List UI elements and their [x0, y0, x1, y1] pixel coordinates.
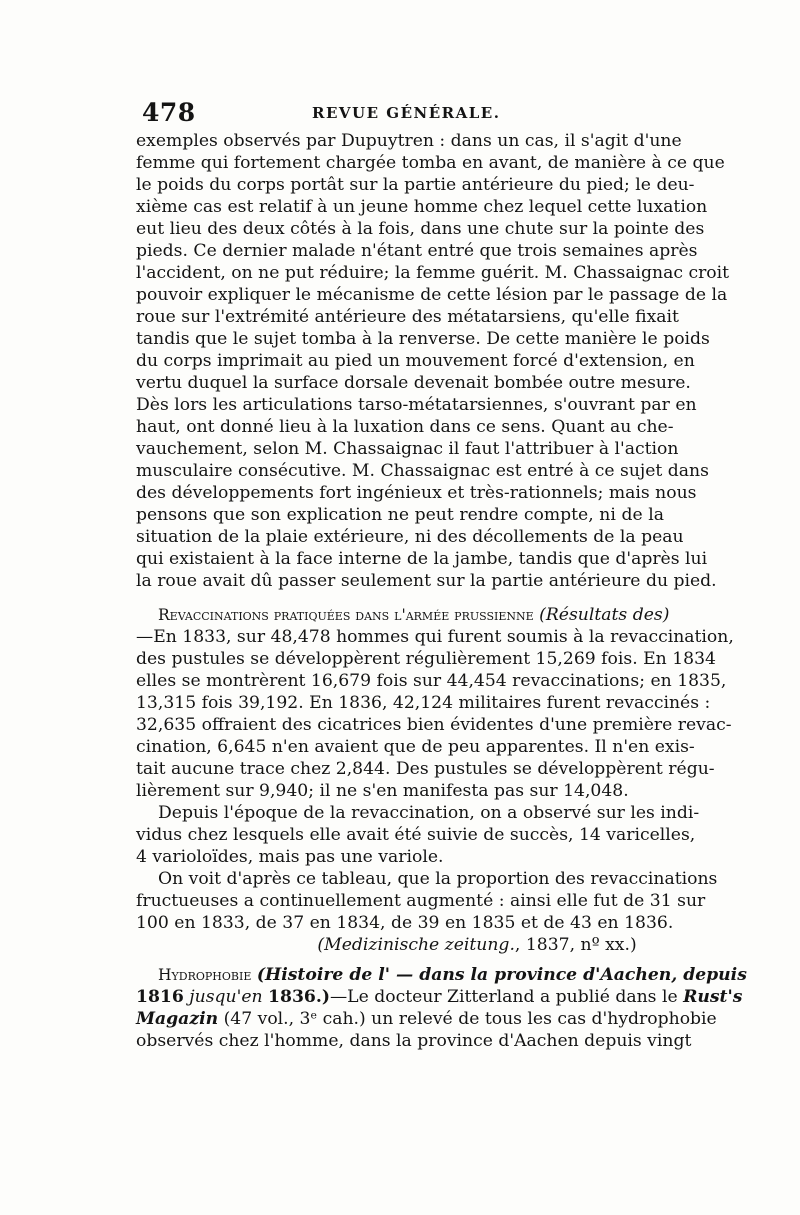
text-line: pensons que son explication ne peut rendre compte, ni de la	[136, 505, 664, 525]
citation-detail: , 1837, nº xx.)	[514, 935, 637, 955]
text-line: tait aucune trace chez 2,844. Des pustules se développèrent régu-	[136, 759, 715, 779]
text-line: elles se montrèrent 16,679 fois sur 44,454 revaccinations; en 1835,	[136, 671, 727, 691]
text-line: qui existaient à la face interne de la jambe, tandis que d'après lui	[136, 549, 708, 569]
text-line: lièrement sur 9,940; il ne s'en manifesta pas sur 14,048.	[136, 781, 629, 801]
text-line: femme qui fortement chargée tomba en avant, de manière à ce que	[136, 153, 725, 173]
year-end: 1836.)	[268, 987, 330, 1007]
text-line: roue sur l'extrémité antérieure des métatarsiens, qu'elle fixait	[136, 307, 679, 327]
text-line: —En 1833, sur 48,478 hommes qui furent soumis à la revaccination,	[136, 627, 734, 647]
text-line: l'accident, on ne put réduire; la femme guérit. M. Chassaignac croit	[136, 263, 730, 283]
section-gap	[136, 592, 664, 604]
text-line: 32,635 offraient des cicatrices bien évidentes d'une première revac-	[136, 715, 732, 735]
text-line: le poids du corps portât sur la partie antérieure du pied; le deu-	[136, 175, 695, 195]
section-heading-italic: (Résultats des)	[539, 605, 670, 625]
text-line: tandis que le sujet tomba à la renverse. De cette manière le poids	[136, 329, 710, 349]
text-line: cination, 6,645 n'en avaient que de peu apparentes. Il n'en exis-	[136, 737, 695, 757]
text-line: Depuis l'époque de la revaccination, on a observé sur les indi-	[158, 803, 700, 823]
connector-text: jusqu'en	[183, 987, 269, 1007]
text-line: du corps imprimait au pied un mouvement forcé d'extension, en	[136, 351, 695, 371]
text-line: 4 varioloïdes, mais pas une variole.	[136, 847, 444, 867]
text-line: musculaire consécutive. M. Chassaignac est entré à ce sujet dans	[136, 461, 709, 481]
section-heading-italic: (Histoire de l' — dans la province d'Aachen, depuis	[256, 965, 747, 985]
text-line	[136, 1008, 717, 1030]
text-line: des pustules se développèrent régulièrement 15,269 fois. En 1834	[136, 649, 716, 669]
line-text: (47 vol., 3ᵉ cah.) un relevé de tous les cas d'hydrophobie	[218, 1009, 717, 1029]
text-line: xième cas est relatif à un jeune homme chez lequel cette luxation	[136, 197, 708, 217]
section-heading-line	[136, 964, 747, 986]
section-hydrophobie	[136, 964, 747, 1052]
section-gap	[136, 956, 664, 964]
paragraph-dupuytren	[136, 130, 730, 592]
line-text: —Le docteur Zitterland a publié dans le	[329, 987, 684, 1007]
section-revaccinations	[136, 604, 734, 956]
text-line: vertu duquel la surface dorsale devenait bombée outre mesure.	[136, 373, 691, 393]
text-line: exemples observés par Dupuytren : dans un cas, il s'agit d'une	[136, 131, 682, 151]
citation-source: (Medizinische zeitung.	[317, 935, 515, 955]
text-line: eut lieu des deux côtés à la fois, dans une chute sur la pointe des	[136, 219, 705, 239]
text-line	[136, 986, 743, 1008]
text-line: vauchement, selon M. Chassaignac il faut l'attribuer à l'action	[136, 439, 679, 459]
section-heading: Revaccinations pratiquées dans l'armée prussienne	[158, 606, 534, 624]
page-header	[142, 98, 662, 132]
text-line: pouvoir expliquer le mécanisme de cette lésion par le passage de la	[136, 285, 728, 305]
year-start: 1816	[136, 987, 184, 1007]
body-text	[136, 130, 747, 1052]
journal-title: Magazin	[136, 1009, 219, 1029]
text-line: Dès lors les articulations tarso-métatarsiennes, s'ouvrant par en	[136, 395, 697, 415]
page-number: 478	[142, 98, 196, 127]
text-line: des développements fort ingénieux et très-rationnels; mais nous	[136, 483, 697, 503]
running-head: REVUE GÉNÉRALE.	[312, 104, 501, 122]
journal-title: Rust's	[683, 987, 743, 1007]
text-line: situation de la plaie extérieure, ni des décollements de la peau	[136, 527, 684, 547]
text-line: haut, ont donné lieu à la luxation dans ce sens. Quant au che-	[136, 417, 674, 437]
text-line: 100 en 1833, de 37 en 1834, de 39 en 1835 et de 43 en 1836.	[136, 913, 674, 933]
text-line: 13,315 fois 39,192. En 1836, 42,124 militaires furent revaccinés :	[136, 693, 711, 713]
text-line: la roue avait dû passer seulement sur la partie antérieure du pied.	[136, 571, 717, 591]
text-line: vidus chez lesquels elle avait été suivie de succès, 14 varicelles,	[136, 825, 696, 845]
text-line: observés chez l'homme, dans la province d'Aachen depuis vingt	[136, 1031, 692, 1051]
section-heading: Hydrophobie	[158, 966, 252, 984]
text-line: fructueuses a continuellement augmenté : ainsi elle fut de 31 sur	[136, 891, 706, 911]
text-line: On voit d'après ce tableau, que la proportion des revaccinations	[158, 869, 718, 889]
section-heading-line	[136, 604, 670, 626]
citation-line	[136, 934, 664, 956]
text-line: pieds. Ce dernier malade n'étant entré que trois semaines après	[136, 241, 698, 261]
